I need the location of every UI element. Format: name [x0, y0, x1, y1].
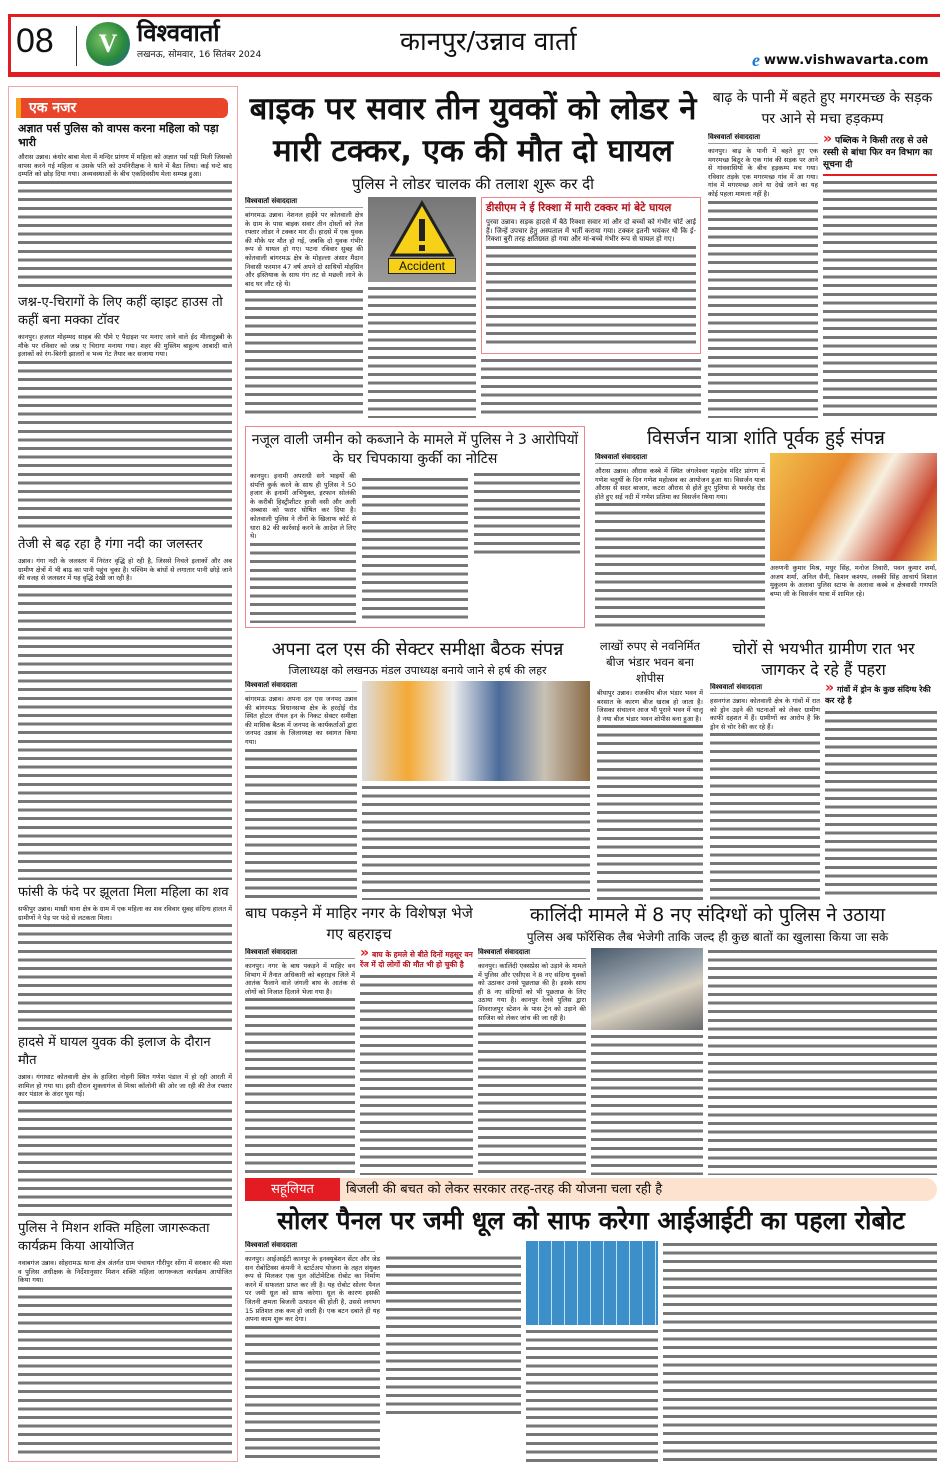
solar-body-continued [663, 1241, 937, 1462]
tagline: बिजली की बचत को लेकर सरकार तरह-तरह की योजना चला रही है [346, 1182, 663, 1197]
story-body: उन्नाव। गंगा नदी के जलस्तर में निरंतर वृद्धि हो रही है, जिससे निचले इलाकों और अब ग्रामीण क्षेत्रों में भी बाढ़ का पानी पहुंच चुका है। पश्चिम के बांधों से लगातार पानी छोड़े जाने की वजह से जलस्तर में यह वृद्धि देखी जा रही है। [18, 557, 232, 880]
story-body: कानपुर। हजरत मोहम्मद साहब की यौमे ए पैदाइश पर मनाए जाने वाले ईद मीलादुन्नबी के मौके पर रविवार को जश्न ए चिरागा मनाया गया। शहर की मुस्लिम बाहुल्य आबादी वाले इलाकों को रंग-बिरंगी झालरों व भव्य गेट तैयार कर सजाया गया। [18, 333, 232, 532]
column-banner: एक नजर [16, 98, 228, 118]
kalindi-body-continued [591, 1033, 703, 1175]
bagh-pullquote: » बाघ के हमले से बीते दिनों महसूर वन रेंज में दो लोगों की मौत भी हो चुकी है [360, 948, 473, 970]
kalindi-headline: कालिंदी मामले में 8 नए संदिग्धों को पुलिस ने उठाया [529, 904, 886, 926]
bagh-body-continued [360, 973, 473, 1175]
inset-body: पुरवा उन्नाव। सड़क हादसे में बैठे रिक्शा सवार मां और दो बच्चों को गंभीर चोटें आई हैं। जिन्हें उपचार हेतु अस्पताल में भर्ती कराया गया। टक्कर इतनी भयंकर थी कि ई-रिक्शा बुरी तरह क्षतिग्रस्त हो गया और मां-बच्चे गंभीर रूप से घायल हो गए। [486, 218, 696, 349]
nazul-headline: नजूल वाली जमीन को कब्जाने के मामले में पुलिस ने 3 आरोपियों के घर चिपकाया कुर्की का नोटिस [251, 432, 579, 467]
croc-body-continued [823, 179, 937, 418]
kalindi-story [478, 903, 937, 1175]
byline: विश्ववार्ता संवाददाता [245, 197, 363, 208]
kalindi-body-continued [708, 948, 937, 1175]
page-number: 08 [16, 22, 54, 60]
visarjan-caption: अरुणनी कुमार मिश्र, मधुर सिंह, मनोज तिवारी, पवन कुमार शर्मा, अजय शर्मा, अनिल सैनी, किशन कश्यप, लक्की सिंह आचार्य विशाल मुकुलम के अलावा पुलिस स्टाफ के अलावा कस्बे व क्षेत्रवासी गणपति बप्पा जी के विसर्जन यात्रा में शामिल रहे। [770, 564, 937, 598]
croc-story [708, 88, 937, 418]
chor-pullquote: » गांवों में ड्रोन के कुछ संदिग्ध रेकी कर रहे है [825, 683, 937, 706]
chor-body: हसनगंज उन्नाव। कोतवाली क्षेत्र के गांवों में रात को ड्रोन उड़ने की घटनाओं को लेकर ग्रामीण काफी दहशत में हैं। ग्रामीणों का आरोप है कि ड्रोन से चोर रेकी कर रहे हैं। [710, 697, 820, 900]
story-body: उन्नाव। गंगाघाट कोतवाली क्षेत्र के हाजिरा नोहनी स्थित गणेश पंडाल में हो रही आरती में शामिल हो गया था। इसी दौरान शुक्लागंज से मिश्रा कॉलोनी की ओर जा रही की तेज रफ्तार कार पंडाल के अंदर घुस गई। [18, 1073, 232, 1216]
croc-headline: बाढ़ के पानी में बहते हुए मगरमच्छ के सड़क पर आने से मचा हड़कम्प [712, 90, 933, 127]
beej-headline: लाखों रुपए से नवनिर्मित बीज भंडार भवन बना शोपीस [599, 639, 701, 685]
lead-headline: बाइक पर सवार तीन युवकों को लोडर ने मारी टक्कर, एक की मौत दो घायल [249, 91, 697, 169]
brief-story [18, 1034, 232, 1216]
byline: विश्ववार्ता संवाददाता [245, 681, 357, 692]
brief-story [18, 536, 232, 880]
croc-pullquote: » पब्लिक ने किसी तरह से उसे रस्सी से बांधा फिर वन विभाग का सूचना दी [823, 133, 937, 176]
bagh-headline: बाघ पकड़ने में माहिर नगर के विशेषज्ञ भेजे गए बहराइच [245, 904, 473, 943]
byline: विश्ववार्ता संवाददाता [595, 453, 765, 464]
apnadal-photo [362, 681, 590, 781]
masthead-rule [8, 72, 940, 77]
chor-body-continued [825, 709, 937, 900]
kalindi-body: कानपुर। कालिंदी एक्सप्रेस को उड़ाने के मामले में पुलिस और एसीएस ने 8 नए संदिग्ध युवकों को उठाकर उनसे पूछताछ की है। इसके साथ ही 8 नए संदिग्धों को भी पूछताछ के लिए उठाया गया है। कानपुर रेलवे पुलिस द्वारा शिवराजपुर स्टेशन के पास ट्रेन को उड़ाने की साजिश को लेकर जांच की जा रही है। [478, 962, 586, 1175]
brand-block [137, 18, 261, 61]
apnadal-headline: अपना दल एस की सेक्टर समीक्षा बैठक संपन्न [271, 639, 564, 660]
dateline: लखनऊ, सोमवार, 16 सितंबर 2024 [137, 50, 262, 60]
inset-box [481, 197, 701, 354]
brief-story [18, 294, 232, 532]
kalindi-subhead: पुलिस अब फॉरेंसिक लैब भेजेगी ताकि जल्द ही कुछ बातों का खुलासा किया जा सके [526, 930, 889, 944]
browser-e-icon: e [752, 50, 760, 70]
story-body: औरास उन्नाव। कंधोर बाबा मेला में मन्दिर प्रांगण में महिला को अज्ञात पर्स पड़ी मिली जिसको वापस करने गई महिला व उसके पति को उपनिरीक्षक ने थाने में बैठा लिया। कई घन्टे बाद दम्पति को छोड़ दिया गया। अव्यवस्थाओं के बीच एकदिवसीय मेला सम्पन्न हुआ। [18, 153, 232, 290]
story-headline: अज्ञात पर्स पुलिस को वापस करना महिला को पड़ा भारी [18, 122, 219, 149]
chor-headline: चोरों से भयभीत ग्रामीण रात भर जागकर दे रहे हैं पहरा [732, 639, 915, 679]
bagh-story [245, 903, 473, 1175]
story-body: सफीपुर उन्नाव। माखी थाना क्षेत्र के ग्राम में एक महिला का शव रविवार सुबह संदिग्ध हालत में ग्रामीणों ने पेड़ पर फंदे से लटकता मिला। [18, 905, 232, 1030]
byline: विश्ववार्ता संवाददाता [245, 948, 355, 959]
chor-story [710, 638, 937, 900]
story-headline: तेजी से बढ़ रहा है गंगा नदी का जलस्तर [18, 537, 203, 552]
visarjan-body: औरास उन्नाव। औरास कस्बे में स्थित जंगलेश्वर महादेव मंदिर प्रांगण में गणेश चतुर्थी के दिन गणेश महोत्सव का आयोजन हुआ था। विसर्जन यात्रा औरास से सदर बाजार, कटरा औरास से होते हुए पुलिया से भवरोह रोड होते हुए सई नदी में गणेश प्रतिमा का विसर्जन किया गया। [595, 467, 765, 630]
byline: विश्ववार्ता संवाददाता [245, 1241, 375, 1252]
croc-body: कानपुर। बाढ़ के पानी में बहते हुए एक मगरमच्छ बिठूर के एक गांव की सड़क पर आने से गांववासियों के बीच हड़कम्प मच गया। रविवार तड़के एक मगरमच्छ गांव में आ गया। गांव में मगरमच्छ आने या देखे जाने का यह कोई पहला मामला नहीं है। [708, 147, 818, 418]
solar-robot-photo [526, 1241, 658, 1325]
section-title: कानपुर/उन्नाव वार्ता [400, 27, 577, 57]
tag-label: सहूलियत [245, 1178, 340, 1201]
solar-body-continued [526, 1328, 658, 1462]
visarjan-story [595, 426, 937, 630]
byline: विश्ववार्ता संवाददाता [478, 948, 586, 959]
visarjan-photo [770, 453, 937, 561]
website-link[interactable] [752, 50, 929, 71]
story-headline: हादसे में घायल युवक की इलाज के दौरान मौत [18, 1035, 211, 1068]
lead-body-continued [481, 357, 701, 418]
nazul-body: कानपुर। इनामी अपराधी सगे भाइयों की संपत्ति कुर्क करने के साथ ही पुलिस ने 50 हजार के इनामी अभियुक्त, इरफान सोलंकी के करीबी हिस्ट्रीशीटर हाजी वसी और अली अब्बास को फरार घोषित कर दिया है। कोतवाली पुलिस ने तीनों के खिलाफ कोर्ट से धारा 82 की कार्रवाई करने के आदेश ले लिए थे। [250, 472, 580, 623]
solar-headline: सोलर पैनल पर जमी धूल को साफ करेगा आईआईटी का पहला रोबोट [277, 1206, 905, 1235]
brief-story [18, 1220, 232, 1456]
lead-body: बांगरमऊ उन्नाव। नेशनल हाईवे पर कोतवाली क्षेत्र के ग्राम के पास बाइक सवार तीन दोस्तों को तेज रफ्तार लोडर ने टक्कर मार दी। हादसे में एक युवक की मौके पर मौत हो गई, जबकि दो युवक गंभीर रूप से घायल हो गए। पटना रविवार सुबह की कोतवाली बांगरमऊ क्षेत्र के मोहल्ला अंसार मैदान निवासी फरमान 47 वर्ष अपने दो साथियों मोहसिन और इस्तियाक के साथ गंग तट से मछली लाने के बाद घर लौट रहे थे। [245, 211, 363, 418]
story-body: नवाबगंज उन्नाव। सोहरामऊ थाना क्षेत्र अंतर्गत ग्राम पंचायत गौरीपुर सोंगा में सरकार की मंशा व पुलिस अधीक्षक के निर्देशानुसार मिशन शक्ति महिला जागरूकता कार्यक्रम आयोजित किया गया। [18, 1259, 232, 1456]
story-headline: जश्न-ए-चिरागों के लिए कहीं व्हाइट हाउस तो कहीं बना मक्का टॉवर [18, 295, 223, 328]
logo-globe-icon: V [86, 22, 130, 66]
lead-subhead: पुलिस ने लोडर चालक की तलाश शुरू कर दी [351, 175, 595, 193]
accident-label: Accident [388, 258, 456, 274]
beej-body: बीघापुर उन्नाव। राजकीय बीज भंडार भवन में बरसात के कारण बीज खराब हो जाता है। जिसका संचालन आज भी पुराने भवन में चालू है नया बीज भंडार भवन शोपीस बना हुआ है। [597, 689, 703, 900]
nazul-box [245, 426, 585, 628]
website-url[interactable]: www.vishwavarta.com [764, 53, 929, 68]
solar-body: कानपुर। आईआईटी कानपुर के इनक्यूबेशन सेंटर और जेड सन रोबोटिक्स कंपनी ने स्टार्टअप योजना के तहत संयुक्त रूप से मिलकर एक पुल ऑटोमेटिक रोबोट का निर्माण करने में सफलता प्राप्त कर ली है। यह रोबोट सोलर पैनल पर जमी धूल को साफ करेगा। धूल के कारण इसकी जितनी क्षमता बिजली उत्पादन की होती है, उससे लगभग 15 प्रतिशत तक कम हो जाती है। एक बटन दबाते ही यह अपना काम शुरू कर देगा। [245, 1255, 521, 1462]
byline: विश्ववार्ता संवाददाता [708, 133, 818, 144]
apnadal-body-continued [362, 784, 590, 900]
apnadal-story [245, 638, 590, 900]
solar-story [245, 1178, 937, 1462]
divider [76, 26, 77, 66]
byline: विश्ववार्ता संवाददाता [710, 683, 820, 694]
story-headline: फांसी के फंदे पर झूलता मिला महिला का शव [18, 885, 229, 900]
apnadal-body: बांगरमऊ उन्नाव। अपना दल एस जनपद उन्नाव की बांगरमऊ विधानसभा क्षेत्र के हरदोई रोड स्थित होटल रॉयल इन के निकट सेक्टर समीक्षा की मासिक बैठक में जनपद के कार्यकर्ताओं द्वारा जनपद उन्नाव के जिलाध्यक्ष का स्वागत किया गया। [245, 695, 357, 900]
beej-story [597, 638, 703, 900]
lead-story [245, 88, 701, 418]
bagh-body: कानपुर। नगर के बाघ पकड़ने में माहिर वन विभाग में तैनात अधिकारी को बहराइच जिले में आतंक फैलाने वाले जंगली बाघ के आतंक से लोगों को निजात दिलाने भेजा गया है। [245, 962, 355, 1175]
visarjan-headline: विसर्जन यात्रा शांति पूर्वक हुई संपन्न [647, 427, 885, 449]
brief-story [18, 122, 232, 290]
kalindi-photo [591, 948, 703, 1030]
story-headline: पुलिस ने मिशन शक्ति महिला जागरूकता कार्यक्रम किया आयोजित [18, 1221, 210, 1254]
tagline-strip [245, 1178, 937, 1201]
brief-story [18, 884, 232, 1030]
apnadal-subhead: जिलाध्यक्ष को लखनऊ मंडल उपाध्यक्ष बनाये जाने से हर्ष की लहर [288, 664, 547, 677]
accident-image [368, 197, 476, 282]
brand-name: विश्ववार्ता [137, 19, 220, 47]
inset-headline: डीसीएम ने ई रिक्शा में मारी टक्कर मां बेटे घायल [486, 202, 672, 214]
lead-body-continued [368, 285, 476, 418]
